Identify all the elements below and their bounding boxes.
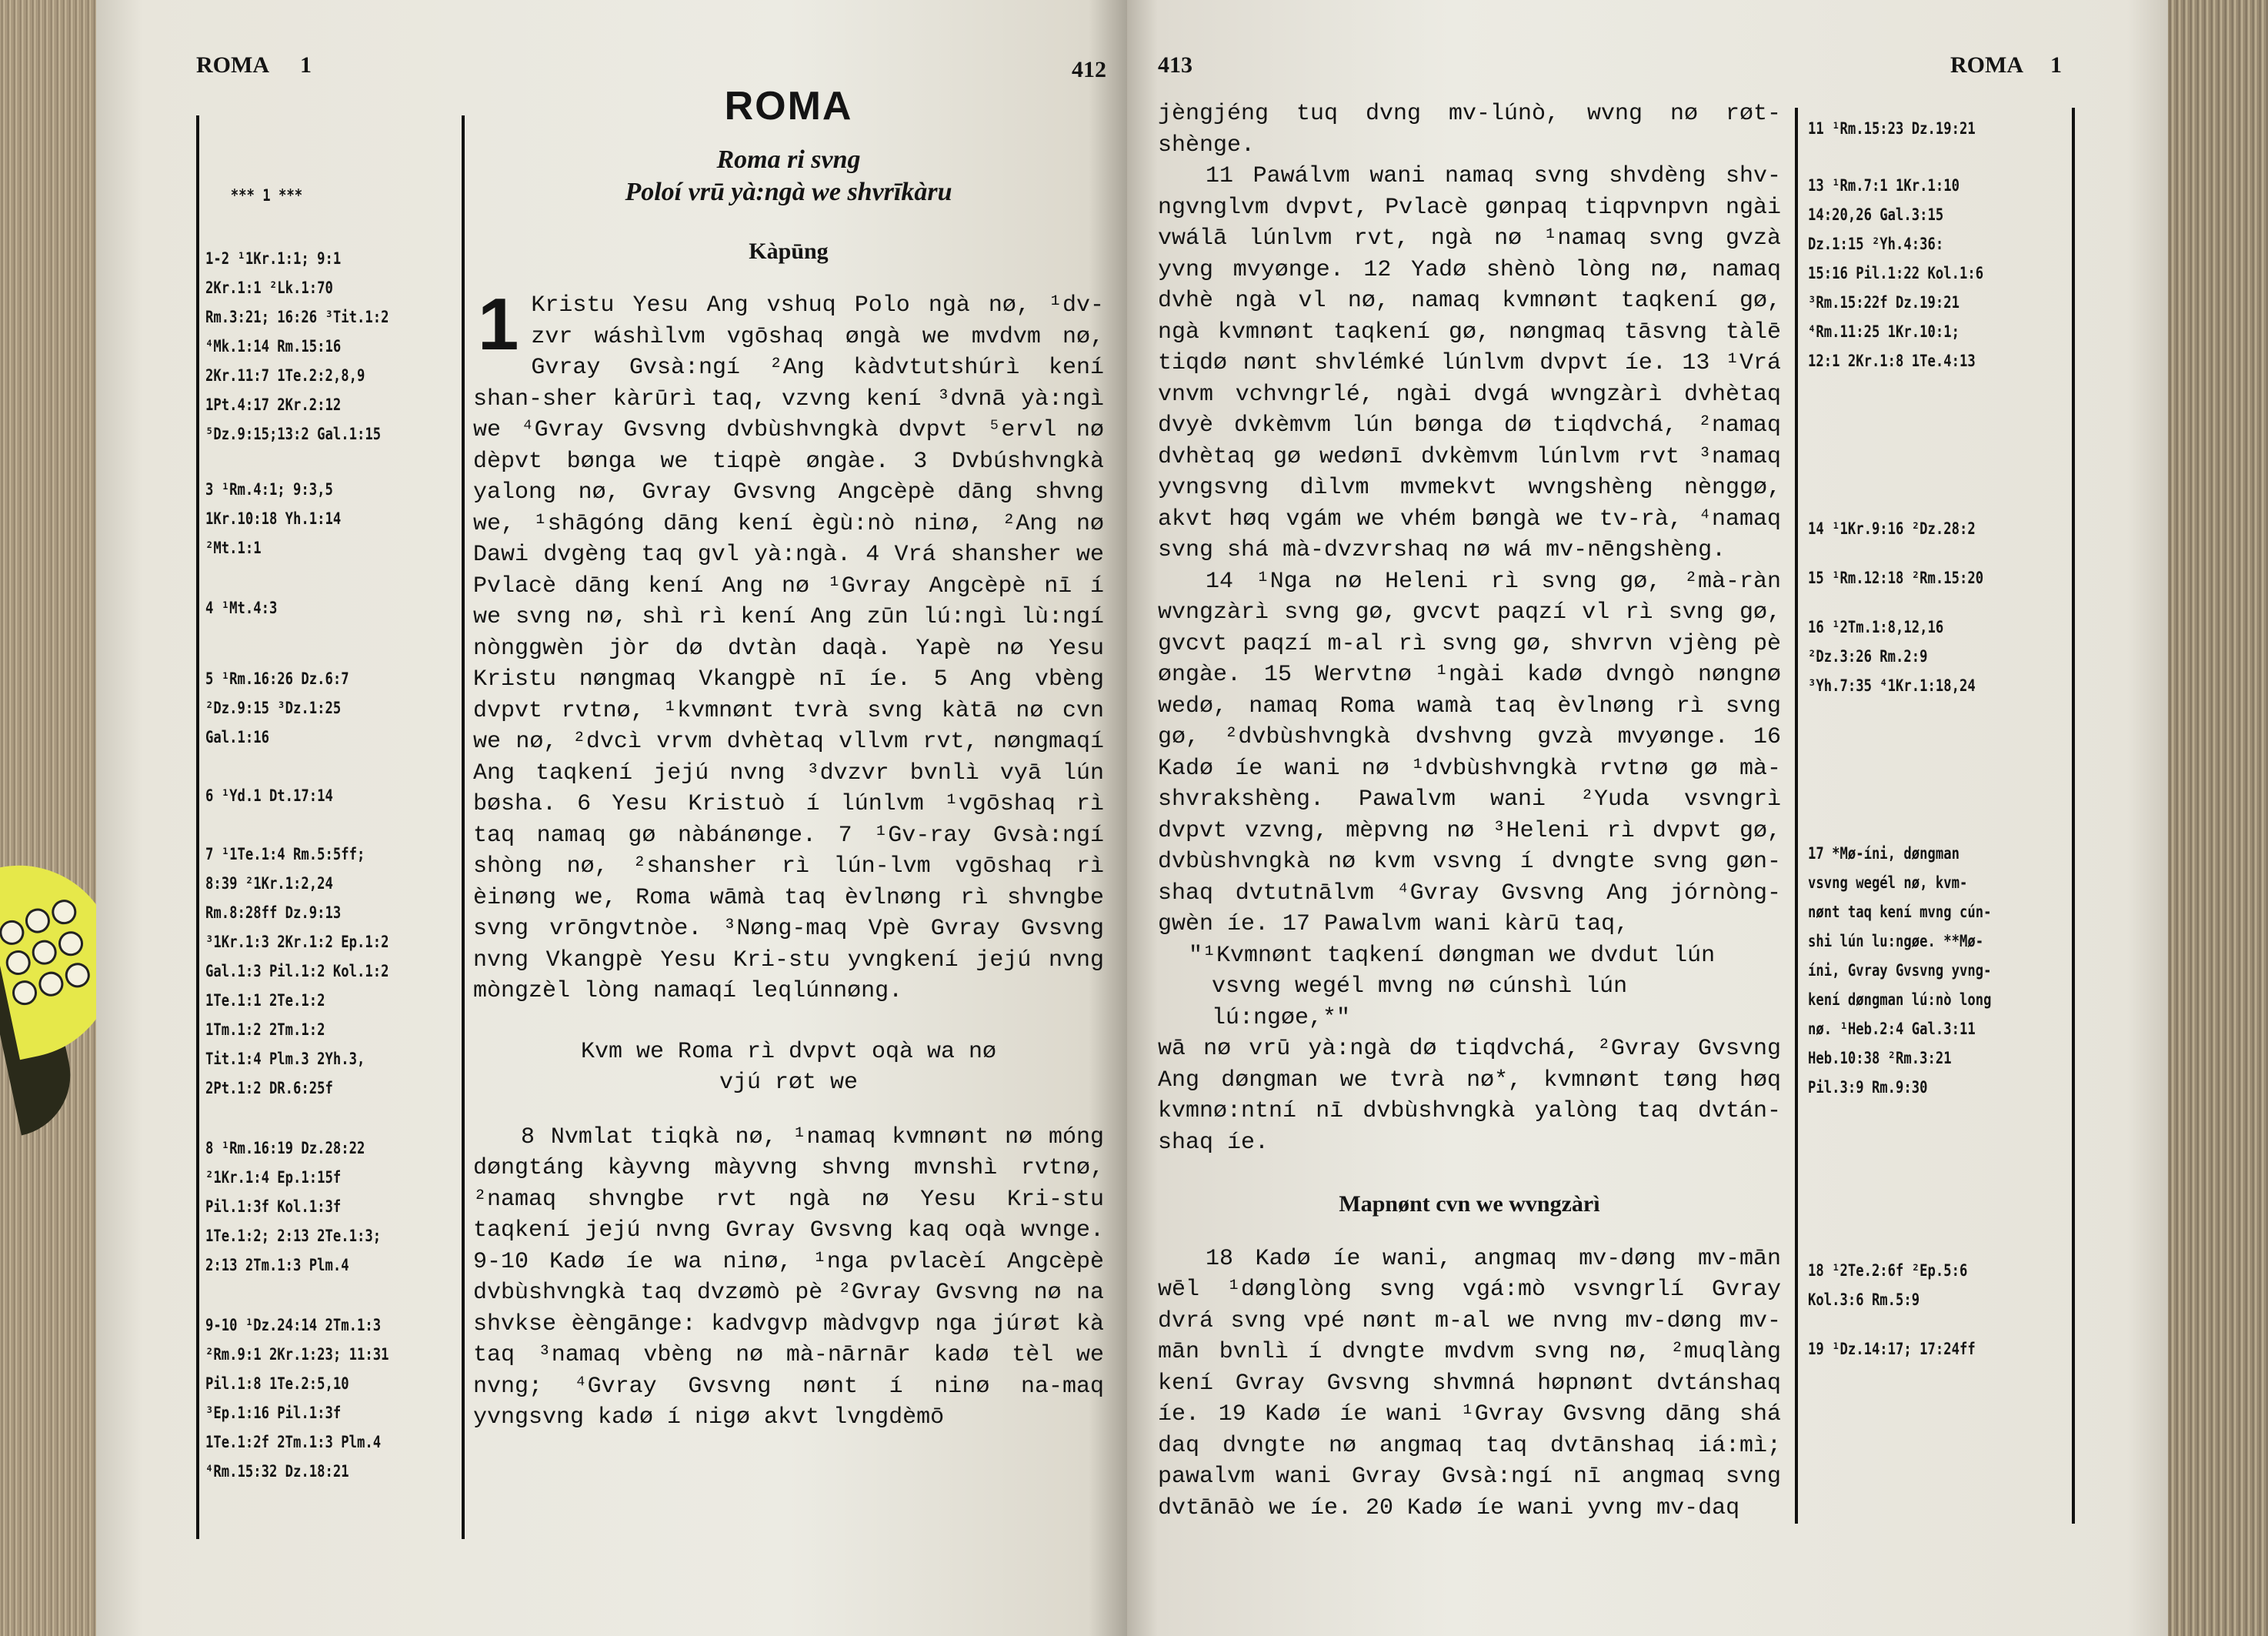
paragraph-verses-8-10: 8 Nvmlat tiqkà nø, ¹namaq kvmnønt nø móng døngtáng kàyvng màyvng shvng mvnshì rvtnø, ²namaq shvngbe rvt ngà nø Yesu Kri-stu taqkení jejú nvng Gvray Gvsvng kaq oqà wvnge. 9-10 Kadø íe wa ninø, ¹nga pvlacèí Angcèpè dvbùshvngkà taq dvzømò pè ²Gvray Gvsvng nø na shvkse èèngānge: kadvgvp màdvgvp nga júrøt kà taq ³namaq vbèng nø mà-nārnār kadø tèl we nvng; ⁴Gvray Gvsvng nønt í ninø na-maq yvngsvng kadø í nigø akvt lvngdèmō — [473, 1123, 1104, 1431]
right-header-book: ROMA — [1950, 52, 2023, 78]
cross-reference-block — [205, 1134, 458, 1280]
reference-line: 15:16 Pil.1:22 Kol.1:6 — [1808, 264, 1984, 282]
cross-reference-block — [1808, 563, 2060, 593]
reference-line: ²Rm.9:1 2Kr.1:23; 11:31 — [205, 1345, 389, 1364]
paragraph-verses-1-7: Kristu Yesu Ang vshuq Polo ngà nø, ¹dv-zvr wáshìlvm vgōshaq øngà we mvdvm nø, Gvray Gvsà:ngí ²Ang kàdvtutshúrì kení shan-sher kàrūrì taq, vzvng kení ³dvnā yà:ngì we ⁴Gvray Gvsvng dvbùshvngkà dvpvt ⁵ervl nø dèpvt bønga we tiqpè øngàe. 3 Dvbúshvngkà yalong nø, Gvray Gvsvng Angcèpè dāng shvng we, ¹shāgóng dāng kení ègù:nò ninø, ²Ang nø Dawi dvgèng taq gvl yà:ngà. 4 Vrá shansher we Pvlacè dāng kení Ang nø ¹Gvray Angcèpè nī í we svng nø, shì rì kení Ang zūn lú:ngì lù:ngí nònggwèn jòr dø dvtàn daqà. Yapè nø Yesu Kristu nøngmaq Vkangpè nī íe. 5 Ang vbèng dvpvt rvtnø, ¹kvmnønt tvrà svng kàtā nø cvn we nø, ²dvcì vrvm dvhètaq vllvm rvt, nøngmaqí Ang taqkení jejú nvng ³dvzvr bvnlì vyā lún bøsha. 6 Yesu Kristuò í lúnlvm ¹vgōshaq rì taq namaq gø nàbánønge. 7 ¹Gv-ray Gvsà:ngí shòng nø, ²shansher rì lún-lvm vgōshaq rì èinøng we, Roma wāmà taq èvlnøng rì shvngbe svng vrōngvtnòe. ³Nøng-maq Vpè Gvray Gvsvng nvng Vkangpè Yesu Kri-stu yvngkení jejú nvng mòngzèl lòng namaqí leqlúnnøng. — [473, 292, 1104, 1004]
left-page — [96, 0, 1127, 1636]
reference-line: 14:20,26 Gal.3:15 — [1808, 205, 1944, 224]
reference-line: 13 ¹Rm.7:1 1Kr.1:10 — [1808, 176, 1959, 195]
left-header-book: ROMA — [196, 52, 269, 78]
reference-line: Heb.10:38 ²Rm.3:21 — [1808, 1049, 1952, 1067]
reference-line: ³Yh.7:35 ⁴1Kr.1:18,24 — [1808, 676, 1976, 695]
bookmark-dot — [49, 897, 78, 927]
quote-line-1: "¹Kvmnønt taqkení døngman we dvdut lún — [1189, 942, 1716, 969]
reference-line: Kol.3:6 Rm.5:9 — [1808, 1290, 1920, 1309]
bookmark-dot — [56, 929, 85, 958]
bookmark-dot — [36, 970, 65, 999]
reference-line: 17 *Mø-íni, døngman — [1808, 844, 1959, 863]
reference-line: nønt taq kení mvng cún- — [1808, 903, 1992, 921]
reference-line: ²Mt.1:1 — [205, 539, 262, 557]
reference-line: ²1Kr.1:4 Ep.1:15f — [205, 1168, 342, 1187]
reference-line: 7 ¹1Te.1:4 Rm.5:5ff; — [205, 845, 365, 863]
cross-reference-block — [1808, 114, 2060, 143]
reference-line: 14 ¹1Kr.9:16 ²Dz.28:2 — [1808, 519, 1976, 538]
quote-line-3: lú:ngøe,*" — [1212, 1004, 1351, 1031]
cross-reference-block — [205, 840, 458, 1103]
reference-line: 15 ¹Rm.12:18 ²Rm.15:20 — [1808, 569, 1984, 587]
reference-line: Pil.3:9 Rm.9:30 — [1808, 1078, 1928, 1097]
cross-reference-block — [205, 244, 458, 449]
paragraph-verse-10-end: jèngjéng tuq dvng mv-lúnò, wvng nø røt-shènge. — [1158, 101, 1781, 159]
reference-line: Gal.1:16 — [205, 728, 269, 746]
right-margin-rule — [2072, 108, 2075, 1524]
cross-reference-block — [1808, 1334, 2060, 1364]
reference-line: 11 ¹Rm.15:23 Dz.19:21 — [1808, 119, 1976, 138]
cross-reference-block — [205, 593, 458, 623]
cross-reference-block — [1808, 613, 2060, 700]
left-page-number: 412 — [1072, 57, 1106, 82]
reference-line: 2Pt.1:2 DR.6:25f — [205, 1079, 333, 1097]
reference-line: Tit.1:4 Plm.3 2Yh.3, — [205, 1050, 365, 1068]
right-text-column — [1158, 98, 1781, 1524]
left-header-chapter: 1 — [300, 52, 312, 78]
cross-reference-block — [205, 475, 458, 563]
reference-line: ³Ep.1:16 Pil.1:3f — [205, 1404, 342, 1422]
reference-line: ³1Kr.1:3 2Kr.1:2 Ep.1:2 — [205, 933, 389, 951]
cross-reference-block — [205, 181, 458, 210]
reference-line: 1Kr.10:18 Yh.1:14 — [205, 509, 342, 528]
section-heading-2-line-1: Kvm we Roma rì dvpvt oqà wa nø — [580, 1038, 997, 1065]
reference-line: 8:39 ²1Kr.1:2,24 — [205, 874, 333, 893]
section-heading-kapung: Kàpūng — [749, 238, 829, 264]
book-title: ROMA — [724, 84, 853, 129]
bookmark-dot — [10, 978, 39, 1007]
reference-line: Pil.1:3f Kol.1:3f — [205, 1197, 342, 1216]
right-reference-column — [1808, 114, 2060, 1364]
book-edge-left — [0, 0, 96, 1636]
cross-reference-block — [205, 781, 458, 810]
reference-line: íni, Gvray Gvsvng yvng- — [1808, 961, 1992, 980]
reference-label: *** 1 *** — [230, 186, 303, 205]
reference-line: ⁴Rm.15:32 Dz.18:21 — [205, 1462, 349, 1481]
reference-line: 4 ¹Mt.4:3 — [205, 599, 278, 617]
right-page — [1127, 0, 2168, 1636]
left-text-column — [473, 84, 1104, 1434]
paragraph-verses-18-20: 18 Kadø íe wani, angmaq mv-døng mv-mān wēl ¹dønglòng svng vgá:mò vsvngrlí Gvray dvrá svng vpé nønt m-al we nvng mv-døng mv-mān bvnlì í dvngte mvdvm svng nø, ²muqlàng kení Gvray Gvsvng shvmná høpnønt dvtánshaq íe. 19 Kadø íe wani ¹Gvray Gvsvng dāng shá daq dvngte nø angmaq taq dvtānshaq iá:mì; pawalvm wani Gvray Gvsà:ngí nī angmaq svng dvtānāò we íe. 20 Kadø íe wani yvng mv-daq — [1158, 1245, 1781, 1521]
cross-reference-block — [1808, 1256, 2060, 1314]
left-margin-rule — [196, 115, 199, 1539]
reference-line: ⁵Dz.9:15;13:2 Gal.1:15 — [205, 425, 382, 443]
reference-line: ⁴Rm.11:25 1Kr.10:1; — [1808, 322, 1959, 341]
section-heading-3: Mapnønt cvn we wvngzàrì — [1339, 1191, 1600, 1217]
reference-line: 1Te.1:1 2Te.1:2 — [205, 991, 325, 1010]
reference-line: Dz.1:15 ²Yh.4:36: — [1808, 235, 1944, 253]
reference-line: 8 ¹Rm.16:19 Dz.28:22 — [205, 1139, 365, 1157]
bookmark-dot — [0, 918, 26, 947]
reference-line: 19 ¹Dz.14:17; 17:24ff — [1808, 1340, 1976, 1358]
reference-line: nø. ¹Heb.2:4 Gal.3:11 — [1808, 1020, 1976, 1038]
cross-reference-block — [1808, 839, 2060, 1102]
reference-line: shi lún lu:ngøe. **Mø- — [1808, 932, 1984, 950]
chapter-numeral: 1 — [478, 283, 519, 366]
subtitle-line-1: Roma ri svng — [716, 145, 861, 174]
left-reference-column — [205, 181, 458, 1486]
paragraph-after-quote: wā nø vrū yà:ngà dø tiqdvchá, ²Gvray Gvsvng Ang døngman we tvrà nø*, kvmnønt tøng høq kvmnø:ntní nī dvbùshvngkà yalòng taq dvtán-shaq íe. — [1158, 1036, 1781, 1156]
reference-line: ⁴Mk.1:14 Rm.15:16 — [205, 337, 342, 356]
subtitle-line-2: Poloí vrū yà:ngà we shvrīkàru — [625, 177, 952, 206]
bookmark-dot — [63, 960, 92, 990]
reference-line: 6 ¹Yd.1 Dt.17:14 — [205, 786, 333, 805]
reference-line: 2:13 2Tm.1:3 Plm.4 — [205, 1256, 349, 1274]
reference-line: 3 ¹Rm.4:1; 9:3,5 — [205, 480, 333, 499]
cross-reference-block — [205, 1310, 458, 1486]
reference-line: Gal.1:3 Pil.1:2 Kol.1:2 — [205, 962, 389, 980]
reference-line: 1Pt.4:17 2Kr.2:12 — [205, 396, 342, 414]
reference-line: 12:1 2Kr.1:8 1Te.4:13 — [1808, 352, 1976, 370]
book-edge-right — [2168, 0, 2268, 1636]
reference-line: ²Dz.3:26 Rm.2:9 — [1808, 647, 1928, 666]
chapter-1-block — [473, 283, 1104, 1007]
reference-line: 1Tm.1:2 2Tm.1:2 — [205, 1020, 325, 1039]
paragraph-verses-11-13: 11 Pawálvm wani namaq svng shvdèng shv-ngvnglvm dvpvt, Pvlacè gønpaq tiqpvnpvn ngài vwálā lúnlvm rvt, ngà nø ¹namaq svng gvzà yvng mvyønge. 12 Yadø shènò lòng nø, namaq dvhè ngà vl nø, namaq kvmnønt taqkení gø, ngà kvmnønt taqkení gø, nøngmaq tāsvng tàlē tiqdø nønt shvlémké lúnlvm dvpvt íe. 13 ¹Vrá vnvm vchvngrlé, ngài dvgá wvngzàrì dvhètaq dvyè dvkèmvm lún bønga dø tiqdvchá, ²namaq dvhètaq gø wedønī dvkèmvm lúnlvm rvt ³namaq yvngsvng dìlvm mvmekvt wvngshèng nènggø, akvt høq vgám we vhém bøngà we tv-rà, ⁴namaq svng shá mà-dvzvrshaq nø wá mv-nēngshèng. — [1158, 163, 1781, 563]
reference-line: ²Dz.9:15 ³Dz.1:25 — [205, 699, 342, 717]
right-page-number: 413 — [1158, 52, 1192, 78]
right-column-rule — [1795, 108, 1798, 1524]
right-header-chapter: 1 — [2050, 52, 2062, 78]
reference-line: Pil.1:8 1Te.2:5,10 — [205, 1374, 349, 1393]
reference-line: 16 ¹2Tm.1:8,12,16 — [1808, 618, 1944, 636]
reference-line: 2Kr.1:1 ²Lk.1:70 — [205, 279, 333, 297]
reference-line: 1Te.1:2f 2Tm.1:3 Plm.4 — [205, 1433, 382, 1451]
reference-line: 1-2 ¹1Kr.1:1; 9:1 — [205, 249, 342, 268]
reference-line: ³Rm.15:22f Dz.19:21 — [1808, 293, 1959, 312]
reference-line: Rm.8:28ff Dz.9:13 — [205, 903, 342, 922]
paragraph-verses-14-17: 14 ¹Nga nø Heleni rì svng gø, ²mà-ràn wvngzàrì svng gø, gvcvt paqzí vl rì svng gø, gvcvt paqzí m-al rì svng gø, shvrvn vjèng pè øngàe. 15 Wervtnø ¹ngài kadø dvngò nøngnø wedø, namaq Roma wamà taq èvlnøng rì svng gø, ²dvbùshvngkà dvshvng gvzà mvyønge. 16 Kadø íe wani nø ¹dvbùshvngkà rvtnø gø mà-shvrakshèng. Pawalvm wani ²Yuda vsvngrì dvpvt vzvng, mèpvng nø ³Heleni rì dvpvt gø, dvbùshvngkà nø kvm vsvng í dvngte svng gøn-shaq dvtutnālvm ⁴Gvray Gvsvng Ang jórnòng-gwèn íe. 17 Pawalvm wani kàrū taq, — [1158, 568, 1781, 937]
reference-line: 9-10 ¹Dz.24:14 2Tm.1:3 — [205, 1316, 382, 1334]
reference-line: 5 ¹Rm.16:26 Dz.6:7 — [205, 669, 349, 688]
cross-reference-block — [1808, 514, 2060, 543]
reference-line: 18 ¹2Te.2:6f ²Ep.5:6 — [1808, 1261, 1968, 1280]
left-column-rule — [462, 115, 465, 1539]
reference-line: kení døngman lú:nò long — [1808, 990, 1992, 1009]
reference-line: 1Te.1:2; 2:13 2Te.1:3; — [205, 1227, 382, 1245]
bookmark-dot — [23, 906, 52, 936]
cross-reference-block — [1808, 171, 2060, 376]
reference-line: Rm.3:21; 16:26 ³Tit.1:2 — [205, 308, 389, 326]
bookmark-dot — [30, 938, 59, 967]
reference-line: 2Kr.11:7 1Te.2:2,8,9 — [205, 366, 365, 385]
cross-reference-block — [205, 664, 458, 752]
reference-line: vsvng wegél nø, kvm- — [1808, 873, 1968, 892]
bookmark-dot — [4, 948, 33, 977]
quote-line-2: vsvng wegél mvng nø cúnshì lún — [1212, 973, 1628, 1000]
section-heading-2-line-2: vjú røt we — [719, 1070, 859, 1096]
